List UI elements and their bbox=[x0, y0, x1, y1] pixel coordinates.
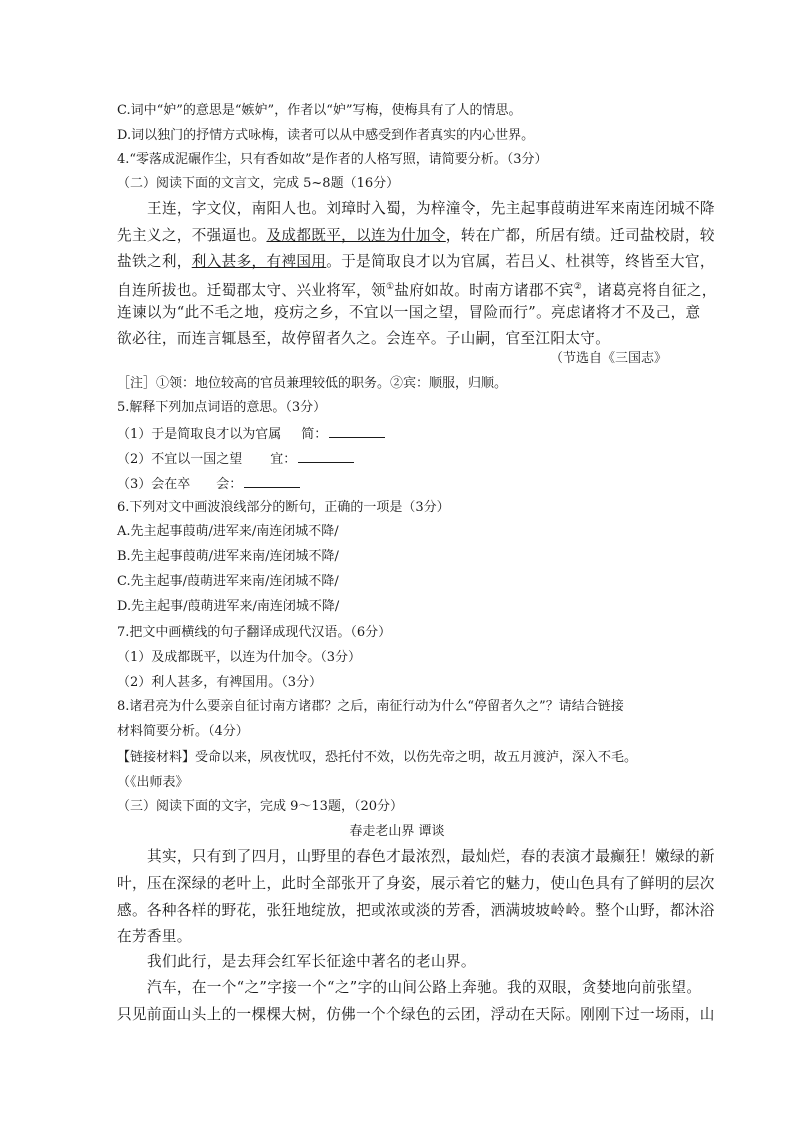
passage-line: 王连，字文仪，南阳人也。刘璋时入蜀，为梓潼令，先主起事葭萌进军来南连闭城不降 bbox=[147, 200, 715, 217]
passage-line: 连谏以为“此不毛之地，疫疠之乡，不宜以一国之望，冒险而行”。亮虑诸将才不及己，意 bbox=[117, 304, 701, 321]
q8-stem: 8.诸君亮为什么要亲自征讨南方诸郡？之后，南征行动为什么“停留者久之”？请结合链接 bbox=[117, 699, 624, 714]
footnote-mark: ① bbox=[386, 282, 395, 292]
article-line: 感。各种各样的野花，张狂地绽放，把或浓或淡的芳香，洒满坡坡岭岭。整个山野，都沐浴 bbox=[117, 902, 715, 919]
link-source: （《出师表》 bbox=[117, 775, 189, 790]
section3-heading: （三）阅读下面的文字，完成 9～13题，（20分） bbox=[117, 799, 403, 814]
underlined-sentence: 利入甚多，有裨国用 bbox=[191, 253, 327, 270]
passage-note: ［注］①领：地位较高的官员兼理较低的职务。②宾：顺服，归顺。 bbox=[117, 376, 508, 391]
passage-line: 自连所拔也。迁蜀郡太守、兴业将军，领①盐府如故。时南方诸郡不宾②，诸葛亮将自征之， bbox=[117, 281, 717, 299]
passage-source: （节选自《三国志》 bbox=[549, 351, 667, 366]
answer-blank[interactable] bbox=[329, 425, 385, 438]
passage-line: 欲必往，而连言辄恳至，故停留者久之。会连卒。子山嗣，官至江阳太守。 bbox=[117, 330, 611, 347]
q8-stem: 材料简要分析。（4分） bbox=[117, 724, 249, 739]
passage-line: 先主义之，不强逼也。及成都既平，以连为什加令，转在广都，所居有绩。迁司盐校尉，较 bbox=[117, 227, 715, 244]
underlined-sentence: 及成都既平，以连为什加令 bbox=[266, 227, 446, 244]
article-line: 其实，只有到了四月，山野里的春色才最浓烈，最灿烂，春的表演才最癫狂！嫩绿的新 bbox=[147, 848, 715, 865]
link-material: 【链接材料】受命以来，夙夜忧叹，恐托付不效，以伤先帝之明，故五月渡泸，深入不毛。 bbox=[117, 750, 638, 765]
q6-option-d: D.先主起事/葭萌进军来/南连闭城不降/ bbox=[117, 599, 340, 614]
q4-question: 4.“零落成泥碾作尘，只有香如故”是作者的人格写照，请简要分析。（3分） bbox=[117, 152, 548, 167]
article-line: 只见前面山头上的一棵棵大树，仿佛一个个绿色的云团，浮动在天际。刚刚下过一场雨，山 bbox=[117, 1006, 715, 1023]
answer-blank[interactable] bbox=[298, 450, 354, 463]
q3-option-c: C.词中“妒”的意思是“嫉妒”，作者以“妒”写梅，使梅具有了人的情思。 bbox=[117, 103, 522, 118]
q5-item: （1）于是简取良才以为官属 简： bbox=[117, 425, 677, 443]
q6-option-a: A.先主起事葭萌/进军来/南连闭城不降/ bbox=[117, 524, 339, 539]
q7-item: （2）利人甚多，有裨国用。（3分） bbox=[117, 675, 323, 690]
article-line: 汽车，在一个“之”字接一个“之”字的山间公路上奔驰。我的双眼，贪婪地向前张望。 bbox=[147, 979, 702, 996]
q5-item: （3）会在卒 会： bbox=[117, 475, 677, 493]
article-line: 叶，压在深绿的老叶上，此时全部张开了身姿，展示着它的魅力，使山色具有了鲜明的层次 bbox=[117, 875, 715, 892]
q5-item: （2）不宜以一国之望 宜： bbox=[117, 450, 677, 468]
article-line: 我们此行，是去拜会红军长征途中著名的老山界。 bbox=[147, 953, 476, 970]
article-line: 在芳香里。 bbox=[117, 928, 192, 945]
q7-item: （1）及成都既平，以连为什加令。（3分） bbox=[117, 650, 362, 665]
q3-option-d: D.词以独门的抒情方式咏梅，读者可以从中感受到作者真实的内心世界。 bbox=[117, 128, 535, 143]
q6-option-c: C.先主起事/葭萌进军来南/连闭城不降/ bbox=[117, 574, 339, 589]
footnote-mark: ② bbox=[573, 282, 583, 292]
q7-stem: 7.把文中画横线的句子翻译成现代汉语。（6分） bbox=[117, 625, 392, 640]
article-title: 春走老山界 谭谈 bbox=[349, 824, 445, 839]
q5-stem: 5.解释下列加点词语的意思。（3分） bbox=[117, 400, 327, 415]
answer-blank[interactable] bbox=[244, 475, 300, 488]
q6-stem: 6.下列对文中画波浪线部分的断句，正确的一项是（3分） bbox=[117, 500, 450, 515]
passage-line: 盐铁之利，利入甚多，有裨国用。于是简取良才以为官属，若吕乂、杜祺等，终皆至大官， bbox=[117, 253, 715, 270]
q6-option-b: B.先主起事葭萌/进军来南/连闭城不降/ bbox=[117, 549, 339, 564]
section2-heading: （二）阅读下面的文言文，完成 5~8题（16分） bbox=[117, 176, 400, 191]
